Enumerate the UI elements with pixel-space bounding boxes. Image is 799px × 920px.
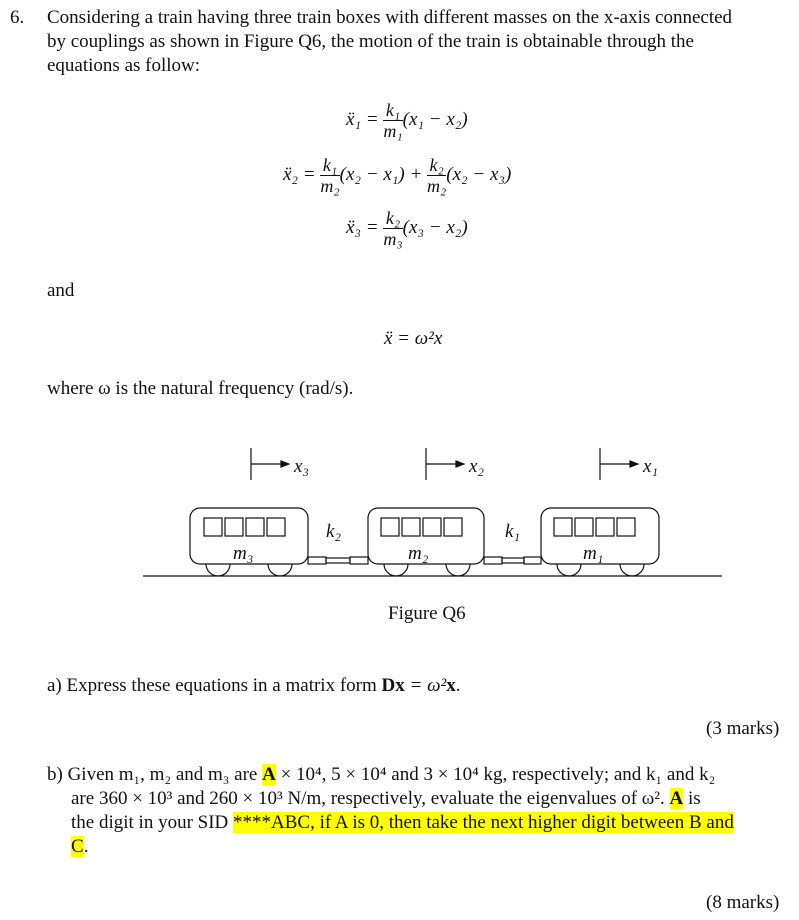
and-label: and (47, 280, 75, 301)
equation-4: ẍ = ω²x (384, 328, 443, 349)
label-x3: x₃ (294, 456, 310, 477)
displacement-marker-x2 (426, 448, 464, 480)
eq3-rest: (x₃ − x₂) (402, 216, 468, 238)
eq3-num: k₂ (385, 208, 401, 228)
intro-line-1: Considering a train having three train boxes with different masses on the x-axis connected (47, 7, 733, 28)
label-m2: m₂ (408, 543, 429, 564)
label-m1: m₁ (583, 543, 604, 564)
eq2-lhs: ẍ₂ = (283, 163, 316, 185)
eq2-den1: m₂ (320, 176, 340, 196)
label-k1: k₁ (505, 521, 521, 542)
part-a-bold-x: x (446, 675, 456, 696)
part-a-marks: (3 marks) (706, 718, 780, 739)
part-b-line-2 (71, 787, 701, 811)
part-b-highlight-a1: A (262, 764, 276, 785)
part-a-prefix: a) Express these equations in a matrix form (47, 675, 382, 696)
eq2-mid: (x₂ − x₁) + (339, 163, 423, 185)
eq3-lhs: ẍ₃ = (346, 216, 379, 238)
where-text: where ω is the natural frequency (rad/s). (47, 378, 354, 399)
part-b-line-3-a: the digit in your SID (71, 812, 234, 833)
coupling-k2 (308, 557, 368, 564)
part-b-line-2-b: is (683, 788, 701, 809)
eq2-rest: (x₂ − x₃) (446, 163, 512, 185)
equation-1 (346, 100, 468, 141)
eq1-num: k₁ (385, 100, 401, 120)
part-b-highlight-c: C (71, 836, 84, 857)
part-a-text (47, 674, 460, 698)
question-number: 6. (10, 7, 25, 28)
eq1-rest: (x₁ − x₂) (402, 108, 468, 130)
displacement-marker-x3 (251, 448, 289, 480)
part-b-marks: (8 marks) (706, 892, 780, 913)
intro-line-2: by couplings as shown in Figure Q6, the motion of the train is obtainable through the (47, 31, 694, 52)
part-b-highlight-a2: A (669, 788, 684, 809)
part-b-line-4-b: . (83, 836, 89, 857)
part-b-line-2-a: are 360 × 10³ and 260 × 10³ N/m, respectively, evaluate the eigenvalues of ω². (71, 788, 670, 809)
label-x1: x₁ (643, 456, 659, 477)
part-a-end: . (455, 675, 461, 696)
part-b-highlight-sid: ****ABC, if A is 0, then take the next higher digit between B and (233, 812, 734, 833)
eq1-lhs: ẍ₁ = (346, 108, 379, 130)
eq2-den2: m₂ (427, 176, 447, 196)
displacement-marker-x1 (600, 448, 638, 480)
figure-caption: Figure Q6 (388, 603, 466, 624)
equation-2 (283, 155, 511, 196)
part-b-line-1 (47, 763, 715, 787)
eq3-den: m₃ (383, 229, 403, 249)
train-figure (0, 430, 799, 590)
label-m3: m₃ (233, 543, 254, 564)
eq1-den: m₁ (383, 121, 403, 141)
intro-line-3: equations as follow: (47, 55, 201, 76)
equation-3 (346, 208, 468, 249)
part-b-line-1-b: × 10⁴, 5 × 10⁴ and 3 × 10⁴ kg, respectively; and k₁ and k₂ (275, 764, 716, 785)
eq2-num2: k₂ (429, 155, 444, 175)
part-a-bold-dx: Dx (381, 675, 405, 696)
label-x2: x₂ (469, 456, 485, 477)
part-b-line-4 (71, 835, 88, 859)
part-a-mid: = ω² (404, 675, 447, 696)
label-k2: k₂ (326, 521, 342, 542)
part-b-line-1-a: b) Given m₁, m₂ and m₃ are (47, 764, 263, 785)
eq2-num1: k₁ (322, 155, 338, 175)
part-b-line-3 (71, 811, 734, 835)
coupling-k1 (484, 557, 541, 564)
